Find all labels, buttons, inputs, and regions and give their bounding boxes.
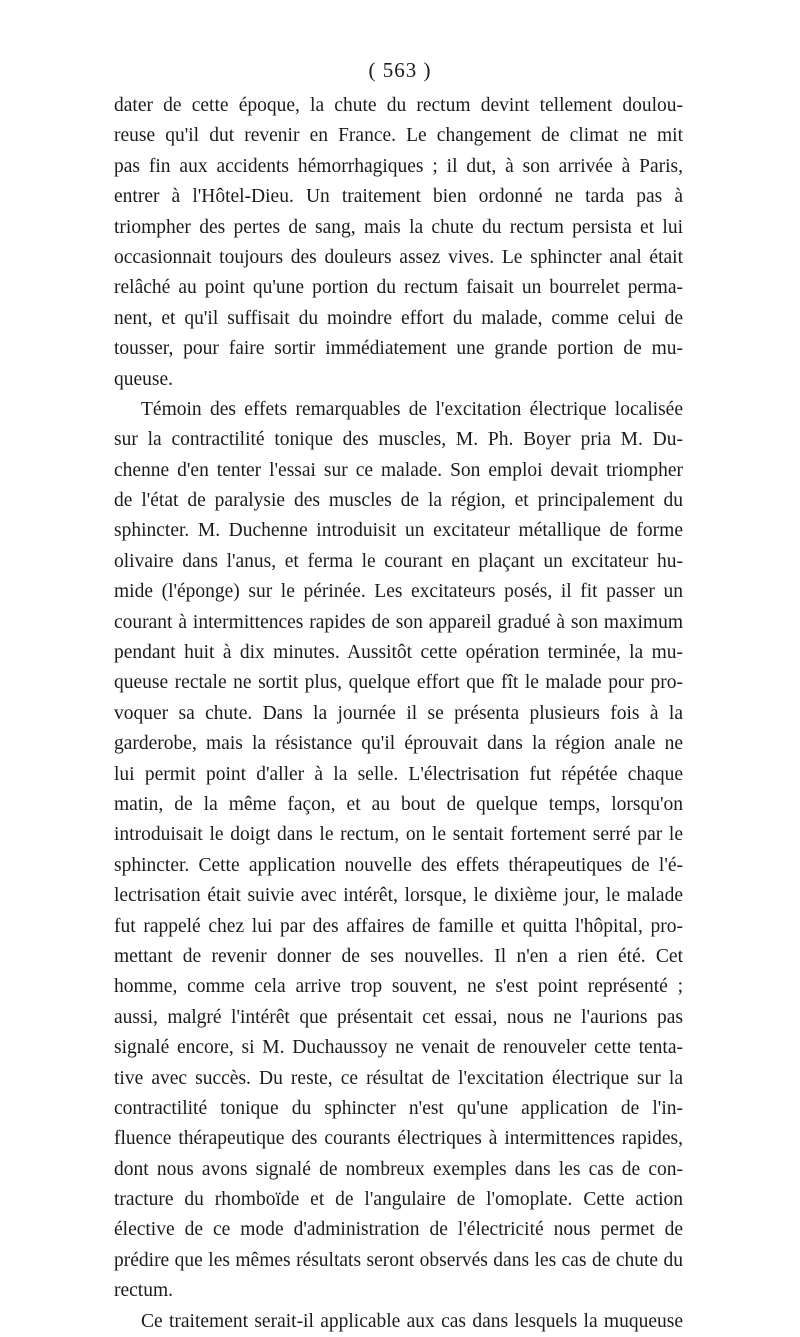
text-line: Ce traitement serait-il applicable aux cas dans lesquels la muqueuse	[141, 1310, 683, 1332]
text-line: lectrisation était suivie avec intérêt, lorsque, le dixième jour, le malade	[114, 885, 683, 907]
text-line: voquer sa chute. Dans la journée il se présenta plusieurs fois à la	[114, 702, 683, 724]
text-line: triompher des pertes de sang, mais la chute du rectum persista et lui	[114, 216, 683, 238]
page-number: ( 563 )	[368, 58, 432, 82]
body-text	[114, 91, 683, 1337]
text-line: fut rappelé chez lui par des affaires de famille et quitta l'hôpital, pro-	[114, 915, 683, 937]
text-line: rectum.	[114, 1280, 174, 1302]
text-line: matin, de la même façon, et au bout de quelque temps, lorsqu'on	[114, 793, 683, 815]
text-line: olivaire dans l'anus, et ferma le courant en plaçant un excitateur hu-	[114, 550, 683, 572]
text-line: reuse qu'il dut revenir en France. Le changement de climat ne mit	[114, 125, 683, 147]
text-line: occasionnait toujours des douleurs assez vives. Le sphincter anal était	[114, 246, 683, 268]
text-line: élective de ce mode d'administration de l'électricité nous permet de	[114, 1219, 683, 1241]
text-line: tive avec succès. Du reste, ce résultat de l'excitation électrique sur la	[114, 1067, 683, 1089]
text-line: entrer à l'Hôtel-Dieu. Un traitement bien ordonné ne tarda pas à	[114, 186, 683, 208]
text-line: homme, comme cela arrive trop souvent, ne s'est point représenté ;	[114, 976, 683, 998]
text-line: chenne d'en tenter l'essai sur ce malade. Son emploi devait triompher	[114, 459, 683, 481]
text-line: sphincter. M. Duchenne introduisit un excitateur métallique de forme	[114, 520, 683, 542]
text-line: sphincter. Cette application nouvelle des effets thérapeutiques de l'é-	[114, 854, 683, 876]
text-line: pendant huit à dix minutes. Aussitôt cette opération terminée, la mu-	[114, 642, 683, 664]
text-line: dater de cette époque, la chute du rectum devint tellement doulou-	[114, 95, 683, 116]
text-line: mettant de revenir donner de ses nouvelles. Il n'en a rien été. Cet	[114, 945, 683, 967]
text-line: de l'état de paralysie des muscles de la région, et principalement du	[114, 490, 683, 512]
text-line: queuse.	[114, 368, 174, 390]
text-line: aussi, malgré l'intérêt que présentait cet essai, nous ne l'aurions pas	[114, 1006, 683, 1028]
text-line: prédire que les mêmes résultats seront observés dans les cas de chute du	[114, 1249, 683, 1271]
text-line: garderobe, mais la résistance qu'il éprouvait dans la région anale ne	[114, 733, 683, 755]
text-line: relâché au point qu'une portion du rectum faisait un bourrelet perma-	[114, 277, 683, 299]
text-line: courant à intermittences rapides de son appareil gradué à son maximum	[114, 611, 683, 633]
text-line: signalé encore, si M. Duchaussoy ne venait de renouveler cette tenta-	[114, 1037, 683, 1059]
text-line: lui permit point d'aller à la selle. L'électrisation fut répétée chaque	[114, 763, 683, 785]
text-line: mide (l'éponge) sur le périnée. Les excitateurs posés, il fit passer un	[114, 581, 683, 603]
text-line: queuse rectale ne sortit plus, quelque effort que fît le malade pour pro-	[114, 672, 683, 694]
text-line: tracture du rhomboïde et de l'angulaire de l'omoplate. Cette action	[114, 1189, 683, 1211]
text-line: pas fin aux accidents hémorrhagiques ; il dut, à son arrivée à Paris,	[114, 155, 683, 177]
text-line: Témoin des effets remarquables de l'excitation électrique localisée	[141, 398, 683, 420]
text-line: nent, et qu'il suffisait du moindre effort du malade, comme celui de	[114, 307, 683, 329]
text-line: fluence thérapeutique des courants électriques à intermittences rapides,	[114, 1128, 683, 1150]
text-line: introduisait le doigt dans le rectum, on le sentait fortement serré par le	[114, 824, 683, 846]
text-line: contractilité tonique du sphincter n'est qu'une application de l'in-	[114, 1097, 683, 1119]
text-line: sur la contractilité tonique des muscles, M. Ph. Boyer pria M. Du-	[114, 429, 683, 451]
text-line: tousser, pour faire sortir immédiatement une grande portion de mu-	[114, 338, 683, 360]
text-line: dont nous avons signalé de nombreux exemples dans les cas de con-	[114, 1158, 683, 1180]
